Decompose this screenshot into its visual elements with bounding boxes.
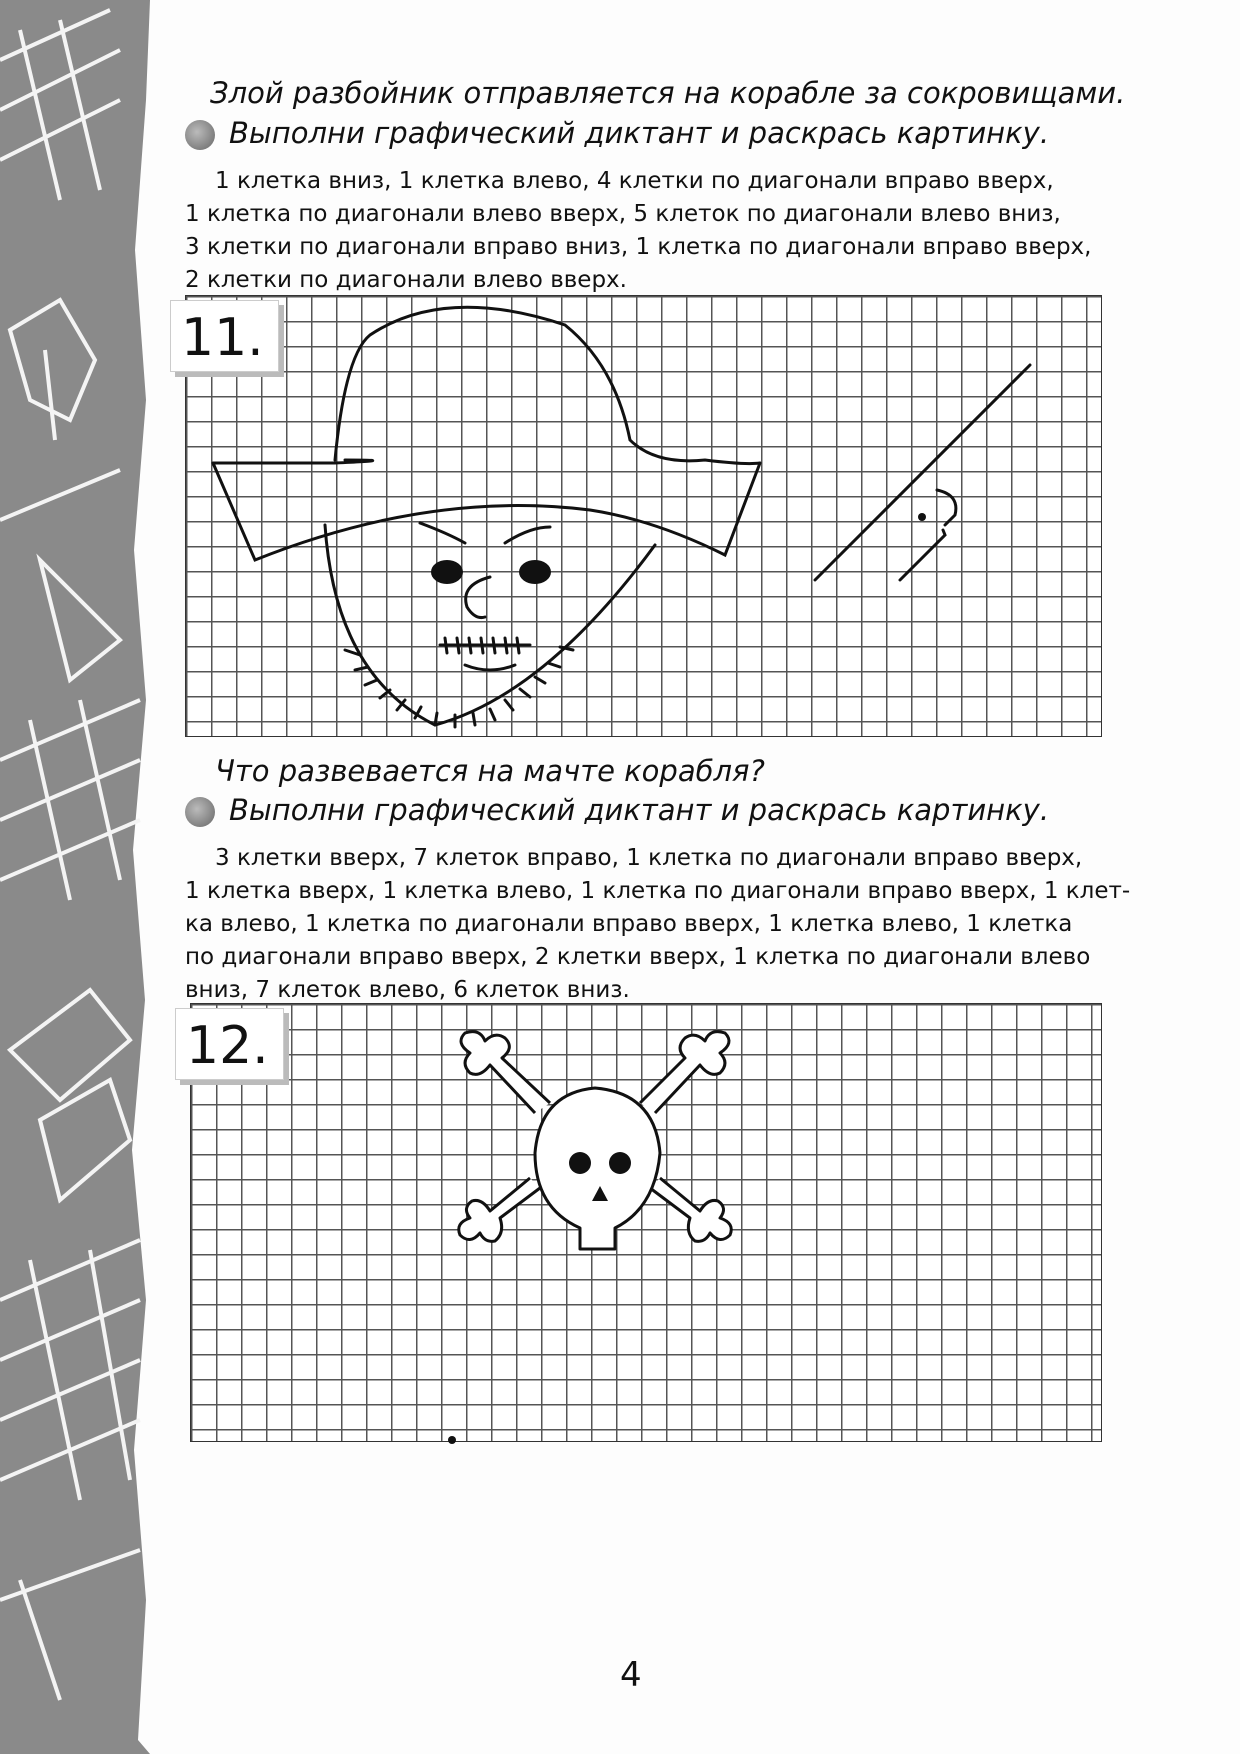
skull-eye-right-icon (609, 1152, 631, 1174)
dictation-line: 1 клетка вверх, 1 клетка влево, 1 клетка по диагонали вправо вверх, 1 клет- (185, 878, 1131, 904)
hat-brim (213, 460, 760, 560)
dictation-line: ка влево, 1 клетка по диагонали вправо вверх, 1 клетка влево, 1 клетка (185, 911, 1073, 937)
bone-upper-left (461, 1032, 550, 1113)
line-short (900, 530, 945, 580)
page-number: 4 (620, 1655, 642, 1695)
line-long (815, 365, 1030, 580)
exercise-12-dictation (185, 842, 1225, 1007)
dictation-line: по диагонали вправо вверх, 2 клетки вверх, 1 клетка по диагонали влево (185, 944, 1091, 970)
bullet-icon (185, 797, 215, 827)
bone-lower-left (459, 1178, 540, 1241)
exercise-11-number: 11. (170, 300, 279, 372)
decorative-sidebar (0, 0, 150, 1754)
start-point-icon (918, 513, 926, 521)
dictation-line: 1 клетка по диагонали влево вверх, 5 клеток по диагонали влево вниз, (185, 201, 1061, 227)
mouth (465, 665, 515, 670)
bone-upper-right (640, 1032, 729, 1113)
brow-right (505, 527, 550, 543)
brow-left (420, 523, 465, 543)
exercise-12-task-text: Выполни графический диктант и раскрась картинку. (229, 793, 1050, 827)
exercise-12-question: Что развевается на мачте корабля? (215, 754, 765, 788)
bone-lower-right (650, 1178, 731, 1241)
start-point-icon (448, 1436, 456, 1444)
dictation-line: 2 клетки по диагонали влево вверх. (185, 267, 627, 293)
exercise-12-task (185, 793, 1049, 827)
exercise-12-number: 12. (175, 1008, 284, 1080)
pirate-drawing (185, 295, 1100, 735)
stubble-chin (345, 647, 573, 727)
exercise-11-question: Злой разбойник отправляется на корабле за сокровищами. (210, 76, 1126, 110)
stubble (440, 638, 530, 653)
dictation-line: 1 клетка вниз, 1 клетка влево, 4 клетки по диагонали вправо вверх, (215, 168, 1054, 194)
hook (937, 490, 956, 525)
dictation-line: 3 клетки по диагонали вправо вниз, 1 клетка по диагонали вправо вверх, (185, 234, 1092, 260)
nose (466, 577, 490, 618)
dictation-line: вниз, 7 клеток влево, 6 клеток вниз. (185, 977, 630, 1003)
skull (535, 1088, 660, 1249)
skull-eye-left-icon (569, 1152, 591, 1174)
exercise-11-dictation (185, 165, 1225, 297)
face (325, 525, 655, 725)
bullet-icon (185, 120, 215, 150)
eye-left-icon (431, 560, 463, 584)
eye-right-icon (519, 560, 551, 584)
exercise-11-task (185, 116, 1049, 150)
skull-crossbones-drawing (190, 1003, 1100, 1440)
exercise-11-task-text: Выполни графический диктант и раскрась картинку. (229, 116, 1050, 150)
dictation-line: 3 клетки вверх, 7 клеток вправо, 1 клетка по диагонали вправо вверх, (215, 845, 1083, 871)
hat-crown (335, 307, 760, 463)
